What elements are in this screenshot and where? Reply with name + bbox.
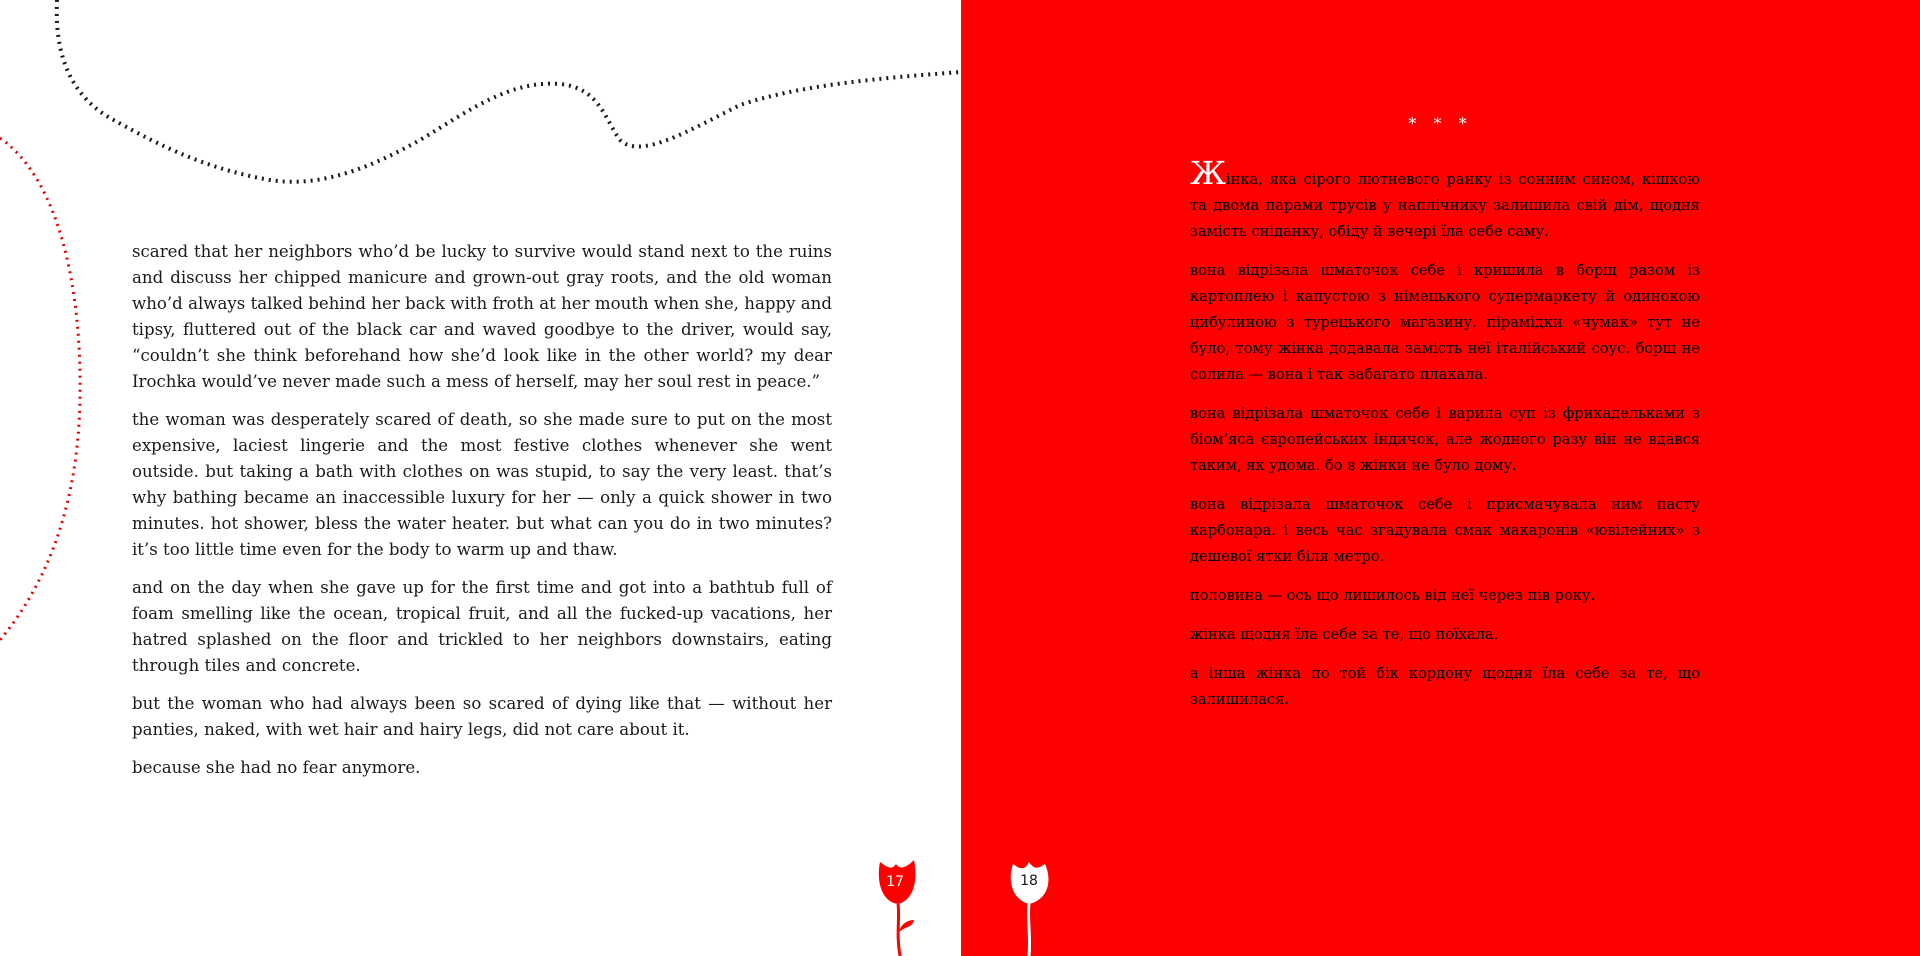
paragraph: because she had no fear anymore. <box>132 758 421 777</box>
left-page-body <box>132 239 832 793</box>
section-separator: * * * <box>1408 114 1473 133</box>
paragraph: вона відрізала шматочок себе і присмачувала ним пасту карбонара. і весь час згадувала смак макаронів «ювілейних» з дешевої ятки біля метро. <box>1190 496 1700 565</box>
right-page-body <box>1190 154 1700 726</box>
page-number: 18 <box>1020 873 1038 889</box>
paragraph <box>1190 154 1700 245</box>
paragraph: вона відрізала шматочок себе і варила суп із фрикадельками з біом’яса європейських індичок, але жодного разу він не вдався таким, як удома. бо в жінки не було дому. <box>1190 405 1700 474</box>
paragraph: жінка щодня їла себе за те, що поїхала. <box>1190 626 1499 643</box>
right-page <box>961 0 1920 956</box>
red-tulip-icon <box>870 856 926 956</box>
page-number: 17 <box>886 874 904 890</box>
dotted-wave-line <box>57 0 961 182</box>
paragraph-text: інка, яка сірого лютневого ранку із сонним сином, кішкою та двома парами трусів у наплічнику залишила свій дім, щодня замість сніданку, обіду й вечері їла себе саму. <box>1190 171 1700 240</box>
paragraph: and on the day when she gave up for the first time and got into a bathtub full of foam smelling like the ocean, tropical fruit, and all the fucked-up vacations, her hatred splashed on the floor and trickled to her neighbors downstairs, eating through tiles and concrete. <box>132 578 832 675</box>
white-tulip-icon <box>1005 856 1061 956</box>
paragraph: а інша жінка по той бік кордону щодня їла себе за те, що залишилася. <box>1190 665 1700 708</box>
drop-cap: Ж <box>1190 154 1226 192</box>
paragraph: scared that her neighbors who’d be lucky to survive would stand next to the ruins and discuss her chipped manicure and grown-out gray roots, and the old woman who’d always talked behind her back with froth at her mouth when she, happy and tipsy, fluttered out of the black car and waved goodbye to the driver, would say, “couldn’t she think beforehand how she’d look like in the other world? my dear Irochka would’ve never made such a mess of herself, may her soul rest in peace.” <box>132 242 832 391</box>
paragraph: половина — ось що лишилось від неї через пів року. <box>1190 587 1596 604</box>
paragraph: but the woman who had always been so scared of dying like that — without her panties, naked, with wet hair and hairy legs, did not care about it. <box>132 694 832 739</box>
red-dotted-arc <box>0 138 80 640</box>
paragraph: the woman was desperately scared of death, so she made sure to put on the most expensive, laciest lingerie and the most festive clothes whenever she went outside. but taking a bath with clothes on was stupid, to say the very least. that’s why bathing became an inaccessible luxury for her — only a quick shower in two minutes. hot shower, bless the water heater. but what can you do in two minutes? it’s too little time even for the body to warm up and thaw. <box>132 410 832 559</box>
paragraph: вона відрізала шматочок себе і кришила в борщ разом із картоплею і капустою з німецького супермаркету й одинокою цибулиною з турецького магазину. пірамідки «чумак» тут не було, тому жінка додавала замість неї італійський соус. борщ не солила — вона і так забагато плакала. <box>1190 262 1700 383</box>
